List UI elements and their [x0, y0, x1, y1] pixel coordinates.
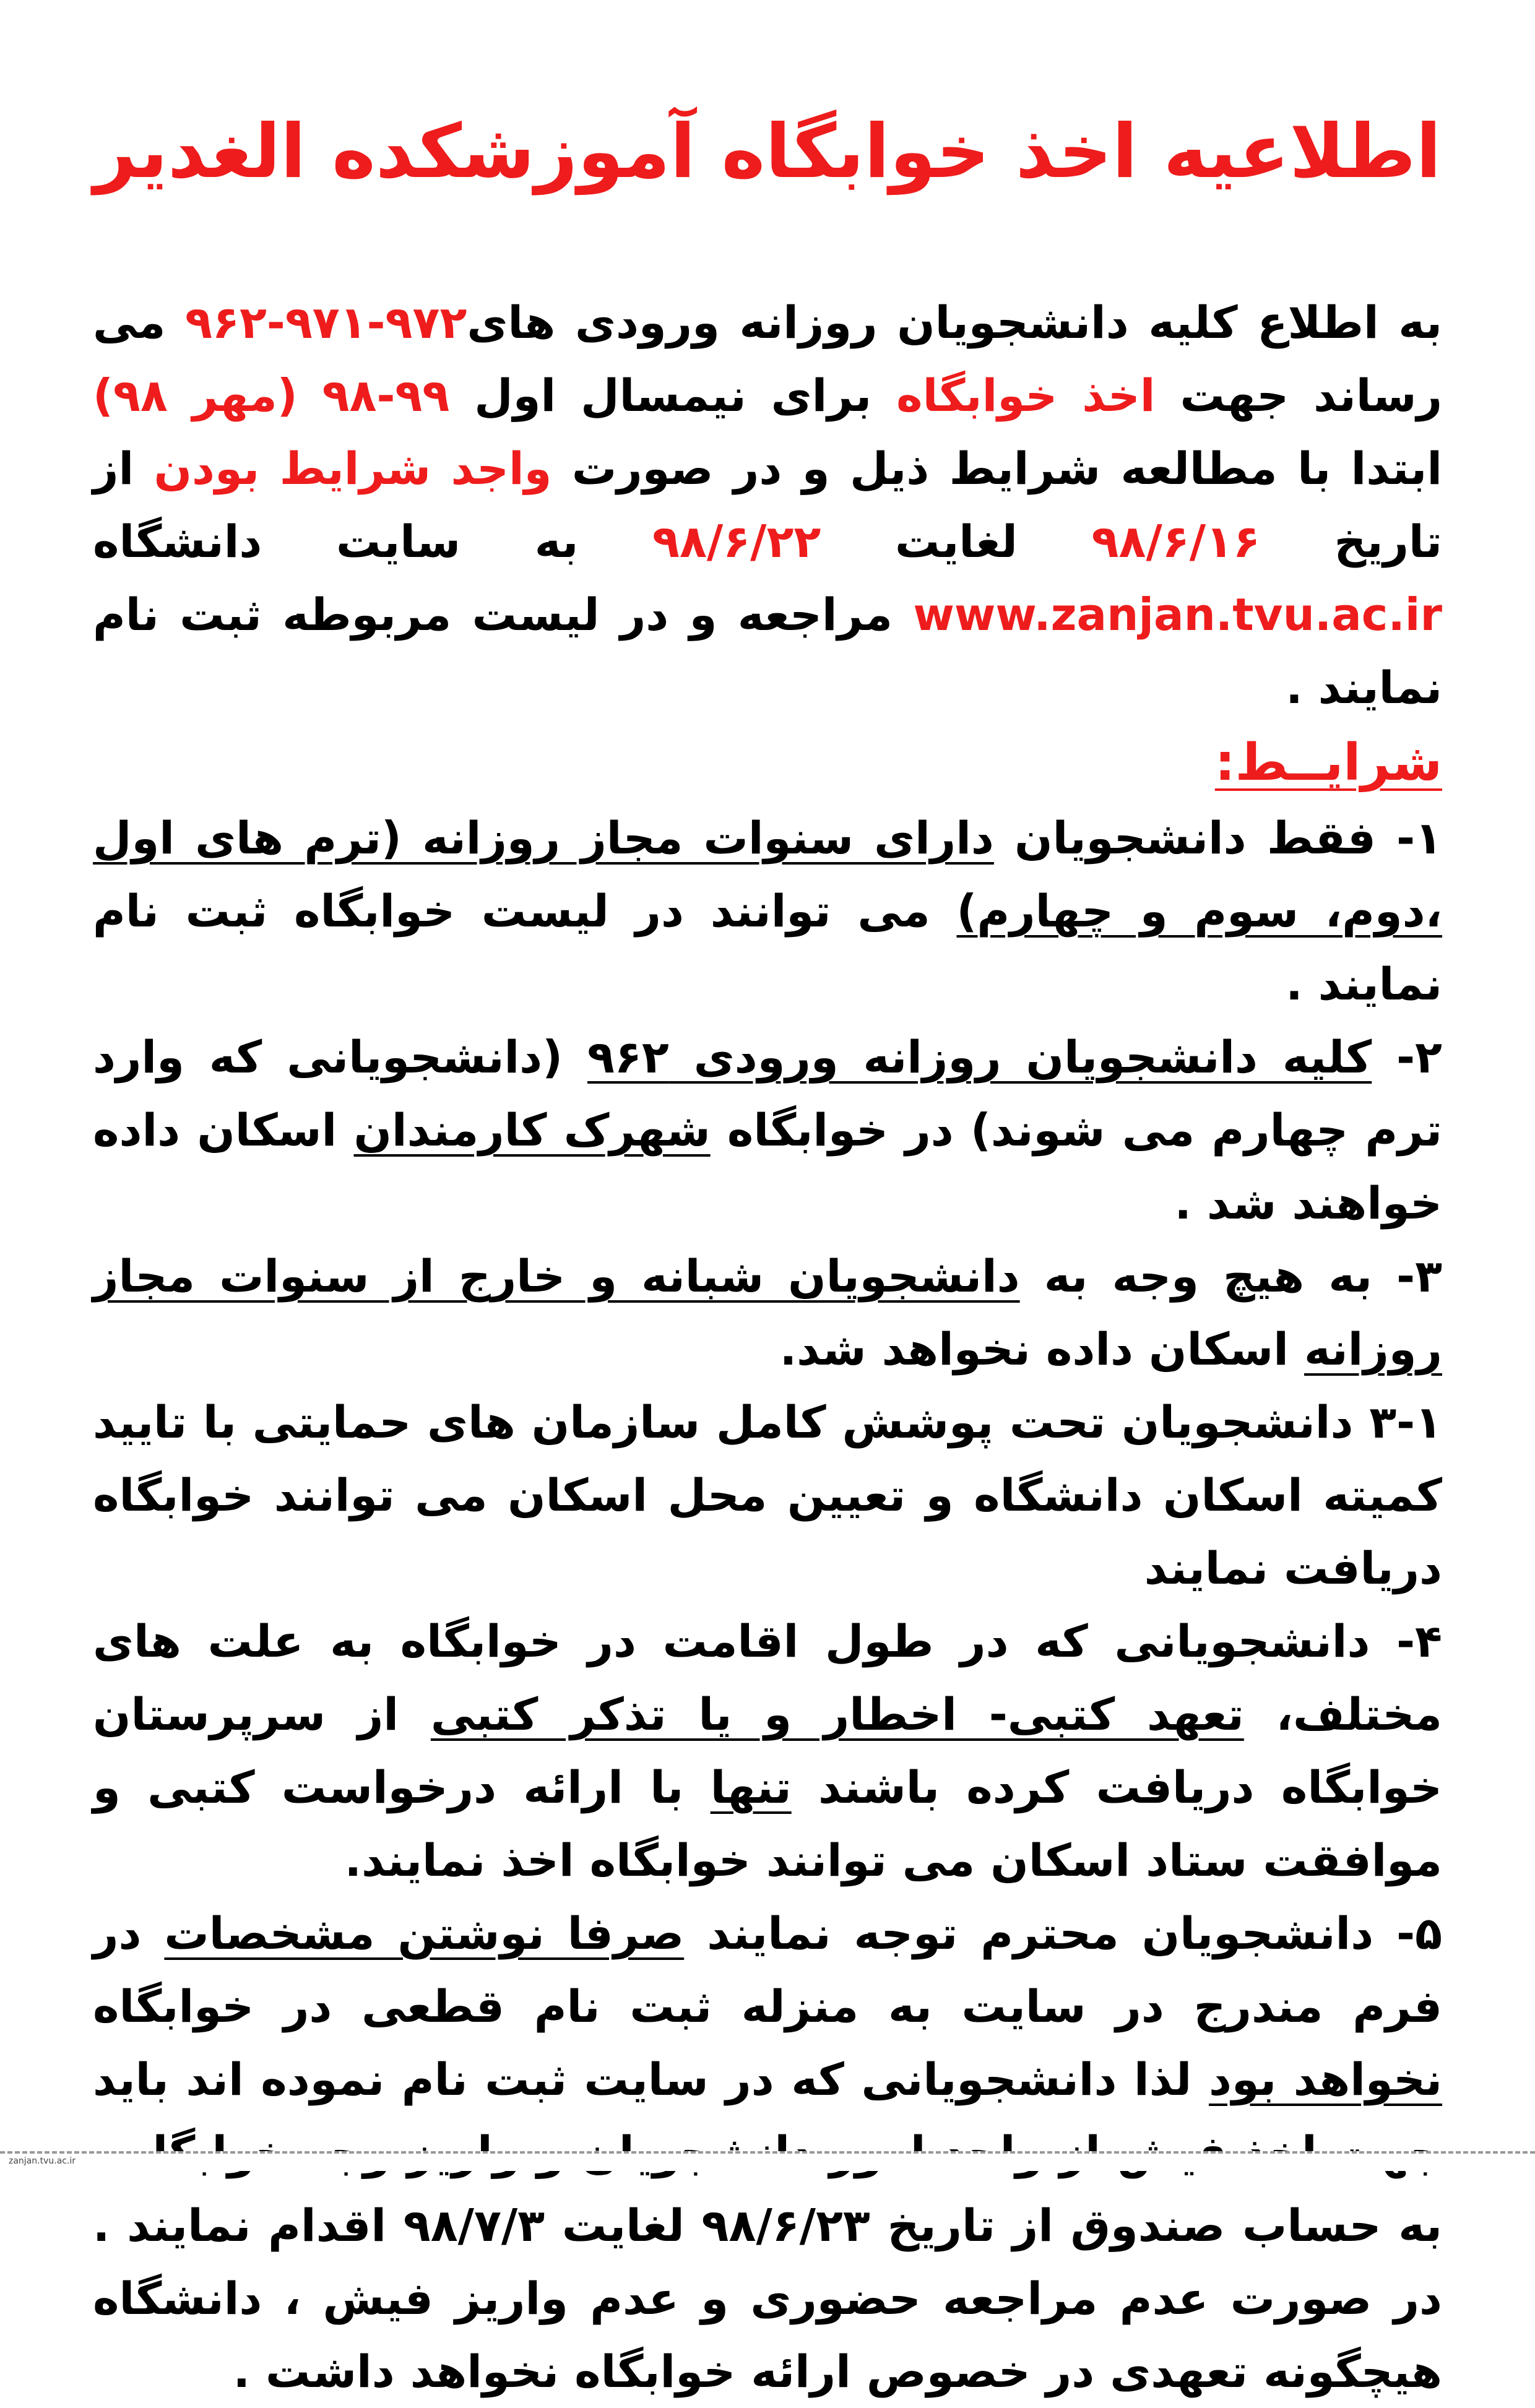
intro-text: ابتدا با مطالعه شرایط ذیل و در صورت [551, 442, 1442, 494]
condition-underline: تعهد کتبی- اخطار و یا تذکر کتبی [430, 1688, 1244, 1740]
condition-text: با ارائه درخواست کتبی و موافقت ستاد اسکان می توانند خوابگاه اخذ نمایند. [93, 1761, 1442, 1886]
condition-text: ۵- دانشجویان محترم توجه نمایند [684, 1907, 1443, 1959]
page-title: اطلاعیه اخذ خوابگاه آموزشکده الغدیر [93, 109, 1442, 195]
condition-text: ۲- [1372, 1031, 1442, 1083]
condition-text: ۱- فقط دانشجویان [993, 812, 1442, 864]
footer-divider [0, 2151, 1535, 2171]
notice-body [93, 286, 1442, 2408]
intro-paragraph [93, 286, 1442, 724]
intro-text: مراجعه و در لیست مربوطه ثبت نام نمایند . [93, 589, 1442, 714]
condition-text: اسکان داده نخواهد شد. [779, 1323, 1304, 1375]
condition-underline: دارای سنوات مجاز روزانه (ترم های اول ،دوم، سوم و چهارم) [93, 812, 1442, 937]
dorm-highlight: اخذ خوابگاه [896, 369, 1156, 421]
condition-4 [93, 1605, 1442, 1897]
intro-text: از تاریخ [93, 442, 1442, 567]
condition-1 [93, 801, 1442, 1021]
intro-text: لغایت [821, 516, 1092, 567]
date-to: ۹۸/۶/۲۲ [652, 516, 821, 567]
condition-text: ۴- دانشجویانی که در طول اقامت در خوابگاه به علت های مختلف، [93, 1615, 1443, 1740]
site-stamp: zanjan.tvu.ac.ir [9, 2156, 76, 2166]
condition-text: در فرم مندرج در سایت به منزله ثبت نام قطعی در خوابگاه [93, 1907, 1442, 2032]
condition-text: اسکان داده خواهند شد . [93, 1104, 1442, 1229]
conditions-heading: شرایــط: [1214, 733, 1442, 792]
intro-text: به سایت دانشگاه [93, 516, 653, 567]
condition-2 [93, 1021, 1442, 1240]
condition-3 [93, 1240, 1442, 1386]
condition-underline: صرفا نوشتن مشخصات [164, 1907, 685, 1959]
condition-text: از سرپرستان خوابگاه دریافت کرده باشند [93, 1688, 1442, 1813]
condition-text: لذا دانشجویانی که در سایت ثبت نام نموده اند باید به حساب صندوق از تاریخ ۹۸/۶/۲۳ لغایت ۹۸/۷/۳ اقدام نمایند . در صورت عدم مراجعه حضوری و عدم واریز فیش ، دانشگاه هیچگونه تعهدی در خصوص ارائه خوابگاه نخواهد داشت . [93, 2053, 1442, 2397]
intro-text: به اطلاع کلیه دانشجویان روزانه ورودی های [467, 296, 1442, 348]
eligible-highlight: واجد شرایط بودن [154, 442, 552, 494]
condition-underline: کلیه دانشجویان روزانه ورودی ۹۶۲ [587, 1031, 1372, 1083]
date-from: ۹۸/۶/۱۶ [1091, 516, 1260, 567]
condition-3-1: ۳-۱ دانشجویان تحت پوشش کامل سازمان های حمایتی با تایید کمیته اسکان دانشگاه و تعیین محل اسکان می توانند خوابگاه دریافت نمایند [93, 1396, 1442, 1594]
condition-underline: نخواهد بود [1208, 2053, 1443, 2105]
condition-underline: شهرک کارمندان [353, 1104, 711, 1156]
condition-text: می توانند در لیست خوابگاه ثبت نام نمایند . [93, 885, 1442, 1010]
condition-underline: دانشجویان شبانه و خارج از سنوات مجاز روزانه [93, 1250, 1442, 1375]
condition-text: ۳- به هیچ وجه به [1019, 1250, 1443, 1302]
intro-text: برای نیمسال اول [449, 369, 897, 421]
website-link[interactable]: www.zanjan.tvu.ac.ir [913, 589, 1442, 641]
semester-year: ۹۹-۹۸ (مهر ۹۸) [93, 369, 450, 421]
intro-text: می رساند جهت [93, 296, 1443, 421]
condition-underline: تنها [710, 1761, 792, 1813]
condition-text: (دانشجویانی که وارد ترم چهارم می شوند) در خوابگاه [93, 1031, 1442, 1156]
entry-codes: ۹۷۲-۹۷۱-۹۶۲ [185, 296, 467, 348]
